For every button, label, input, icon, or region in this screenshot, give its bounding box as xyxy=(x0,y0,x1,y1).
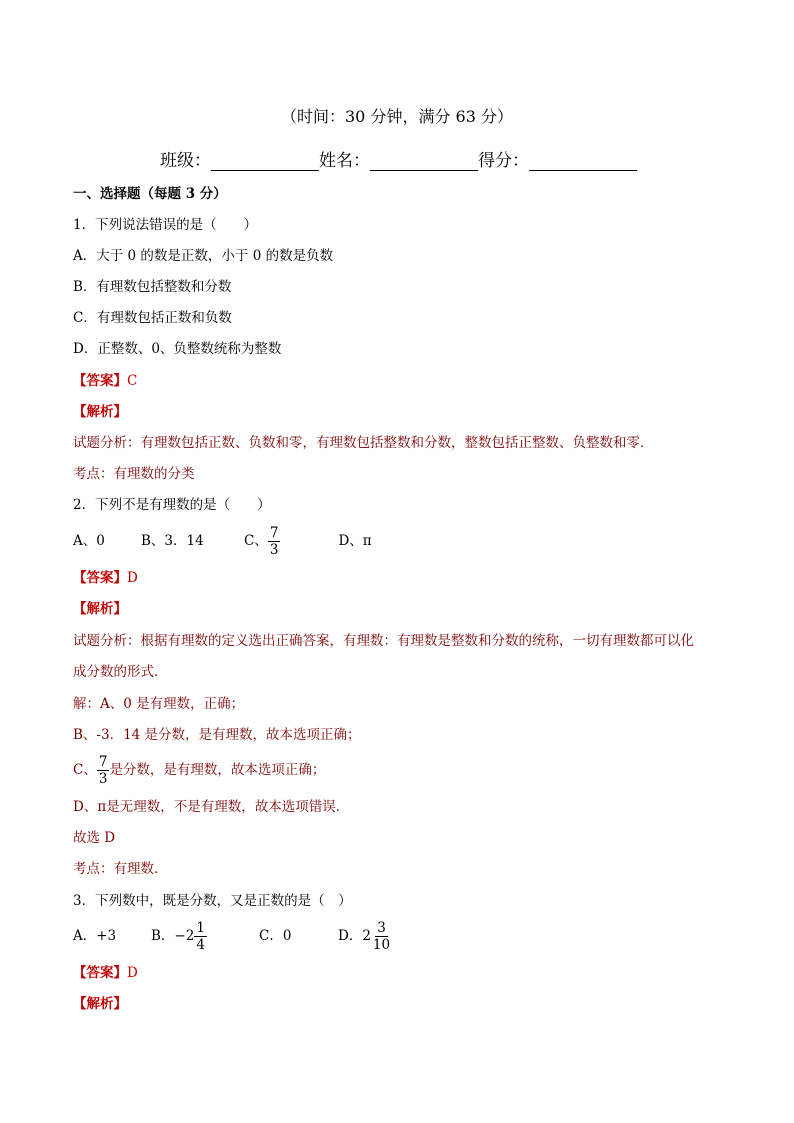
q2-choose: 故选 D xyxy=(73,830,116,846)
q3-option-c: C．0 xyxy=(259,928,292,944)
q2-option-a: A、0 xyxy=(73,533,105,549)
answer-label: 【答案】 xyxy=(73,373,127,389)
q1-analysis: 试题分析：有理数包括正数、负数和零，有理数包括整数和分数，整数包括正整数、负整数和零． xyxy=(73,435,654,451)
score-label: 得分： xyxy=(478,151,529,171)
q2-solution-c: C、 $\frac{7}{3}$ 是分数，是有理数，故本选项正确； xyxy=(73,753,326,787)
q3-answer xyxy=(73,964,138,982)
q1-kaodian: 考点：有理数的分类 xyxy=(73,466,195,482)
answer-label: 【答案】 xyxy=(73,965,127,981)
q2-solution-b: B、-3．14 是分数，是有理数，故本选项正确； xyxy=(73,727,361,743)
section-title: 一、选择题（每题 3 分） xyxy=(73,186,227,202)
answer-value: D xyxy=(127,965,138,981)
answer-value: D xyxy=(127,570,138,586)
q3-options xyxy=(73,916,392,956)
class-label: 班级： xyxy=(160,151,211,171)
q2-solution-d: D、π是无理数，不是有理数，故本选项错误． xyxy=(73,799,350,815)
q2-stem: 2．下列不是有理数的是（ ） xyxy=(73,497,271,513)
q3-option-d: D．2 $\frac{3}{10}$ xyxy=(338,919,391,953)
q2-option-d: D、π xyxy=(338,533,372,549)
fraction: $\frac{7}{3}$ xyxy=(98,753,108,787)
q2-option-c: C、 $\frac{7}{3}$ xyxy=(244,524,279,558)
fraction: $\frac{7}{3}$ xyxy=(269,524,279,558)
q1-stem: 1．下列说法错误的是（ ） xyxy=(73,217,258,233)
time-info: （时间：30 分钟，满分 63 分） xyxy=(281,107,513,126)
q2-answer xyxy=(73,569,138,587)
q2-analysis-line1: 试题分析：根据有理数的定义选出正确答案，有理数：有理数是整数和分数的统称，一切有理数都可以化 xyxy=(73,633,694,649)
q3-option-b: B．−2 $\frac{1}{4}$ xyxy=(151,919,205,953)
q2-solution-a: 解：A、0 是有理数，正确； xyxy=(73,696,245,712)
q1-option-a: A．大于 0 的数是正数，小于 0 的数是负数 xyxy=(73,248,334,264)
fraction: $\frac{1}{4}$ xyxy=(196,919,205,953)
q3-analysis-label: 【解析】 xyxy=(73,996,127,1012)
student-info-row xyxy=(160,146,637,171)
q3-option-a: A．+3 xyxy=(73,928,117,944)
answer-label: 【答案】 xyxy=(73,570,127,586)
q2-option-b: B、3．14 xyxy=(141,533,204,549)
q1-option-c: C．有理数包括正数和负数 xyxy=(73,310,232,326)
q2-kaodian: 考点：有理数． xyxy=(73,861,168,877)
fraction: $\frac{3}{10}$ xyxy=(372,919,391,953)
q3-stem: 3．下列数中，既是分数，又是正数的是（ ） xyxy=(73,893,352,909)
q2-analysis-label: 【解析】 xyxy=(73,601,127,617)
q1-answer xyxy=(73,372,137,390)
q2-analysis-line2: 成分数的形式． xyxy=(73,664,168,680)
q2-options xyxy=(73,522,372,560)
class-blank[interactable] xyxy=(211,152,319,171)
answer-value: C xyxy=(127,373,138,389)
q1-option-b: B．有理数包括整数和分数 xyxy=(73,279,232,295)
name-blank[interactable] xyxy=(370,152,478,171)
q1-analysis-label: 【解析】 xyxy=(73,404,127,420)
score-blank[interactable] xyxy=(529,152,637,171)
name-label: 姓名： xyxy=(319,151,370,171)
q1-option-d: D．正整数、0、负整数统称为整数 xyxy=(73,341,282,357)
